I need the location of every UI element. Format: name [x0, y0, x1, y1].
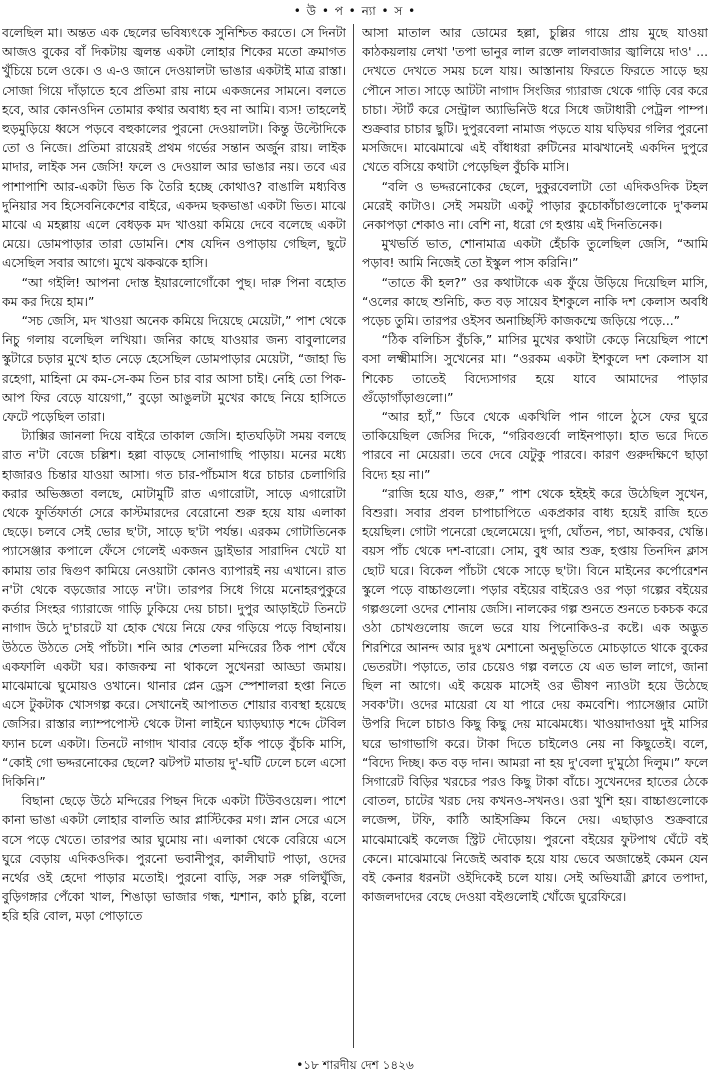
paragraph: “আ গইলি! আপনা দোস্ত ইয়ারলোগোঁকো পুছ। দারু পিনা বহোত কম কর দিয়ে হাম।” — [2, 275, 346, 309]
paragraph: বিছানা ছেড়ে উঠে মন্দিরের পিছন দিকে একটা টিউবওয়েল। পাশে কানা ভাঙা একটা লোহার বালতি আর প্লাস্টিকের মগ। স্নান সেরে এসে বসে পড়ে খেতে। তারপর আর ঘুমোয় না। এলাকা থেকে বেরিয়ে এসে ঘুরে বেড়ায় এদিকওদিক। পুরনো ভবানীপুর, কালীঘাট পাড়া, ওদের নর্থের ওই হেদো পাড়ার মতোই। পুরনো বাড়ি, সরু সরু গলিঘুঁজি, বুড়িগঙ্গার পেঁকো খাল, শিঙাড়া ভাজার গন্ধ, শ্মশান, কাঠ চুল্লি, বলো হরি হরি বোল, মড়া পোড়াতে — [2, 794, 346, 924]
paragraph: “আর হ্যাঁ,” ডিবে থেকে একখিলি পান গালে ঠুসে ফের ঘুরে তাকিয়েছিল জেসির দিকে, “গরিবগুর্বো লাইনপাড়া। হাত ভরে দিতে পারবে না মেয়েরা। তবে দেবে যেটুকু পারবে। কারণ গুরুদক্ষিণে ছাড়া বিদ্যে হয় না।” — [362, 410, 708, 482]
paragraph: আসা মাতাল আর ডোমের হল্লা, চুল্লির গায়ে প্রায় মুছে যাওয়া কাঠকয়লায় লেখা 'তপা ভানুর লাল রক্তে লালবাজার জ্বালিয়ে দাও' ... দেখতে দেখতে সময় চলে যায়। আস্তানায় ফিরতে ফিরতে সাড়ে ছয় পৌনে সাত। সাড়ে আটটা নাগাদ সিংজির গ্যারাজ থেকে গাড়ি বের করে চাচা। স্টার্ট করে সেন্ট্রাল অ্যাভিনিউ ধরে সিধে জটাধারী পেট্রল পাম্প। শুক্রবার চাচার ছুটি। দুপুরবেলা নামাজ পড়তে যায় ঘড়িঘর গলির পুরনো মসজিদে। মাঝেমাঝে এই বাঁধাধরা রুটিনের মাঝখানেই একদিন দুপুরে খেতে বসিয়ে কথাটা পেড়েছিল বুঁচকি মাসি। — [362, 26, 708, 175]
page-footer: •১৮ শারদীয় দেশ ১৪২৬ — [296, 1058, 414, 1072]
paragraph: “রাজি হয়ে যাও, গুরু,” পাশ থেকে হইহই করে উঠেছিল সুখেন, বিশুরা। সবার প্রবল চাপাচাপিতে একপ্রকার বাধ্য হয়েই রাজি হতে হয়েছিল। গোটা পনেরো ছেলেমেয়ে। দুর্গা, ঘোঁতন, পচা, আকবর, খেন্তি। বয়স পাঁচ থেকে দশ-বারো। সোম, বুধ আর শুক্র, হপ্তায় তিনদিন ক্লাস ছোট ঘরে। বিকেল পাঁচটা থেকে সাড়ে ছ'টা। বিনে মাইনের কর্পোরেশন স্কুলে পড়ে বাচ্চাগুলো। পড়ার বইয়ের বাইরেও ওর পড়া গল্পের বইয়ের গল্পগুলো ওদের শোনায় জেসি। নালকের গল্প শুনতে শুনতে চকচক করে ওঠা চোখগুলোয় জলে ভরে যায় পিনোকিও-র কষ্টে। এক অদ্ভুত শিরশিরে আনন্দ আর দুঃখ মেশানো অনুভূতিতে মোচড়াতে থাকে বুকের ভেতরটা। পড়াতে, তার চেয়েও গল্প বলতে যে এত ভাল লাগে, জানা ছিল না আগে। এই কয়েক মাসেই ওর ভীষণ ন্যাওটা হয়ে উঠেছে সবক'টা। ওদের মায়েরা যে যা পারে দেয় কমবেশি। প্যাসেঞ্জার মোটা উপরি দিলে চাচাও কিছু কিছু দেয় মাঝেমধ্যে। খাওয়াদাওয়া দুই মাসির ঘরে ভাগাভাগি করে। টাকা দিতে চাইলেও নেয় না কিছুতেই। বলে, “বিদ্যে দিচ্ছ। কত বড় দান। আমরা না হয় দু'বেলা দু'মুঠো দিলুম।” ফলে সিগারেট বিড়ির খরচের পরও কিছু টাকা বাঁচে। সুখেনদের হাতের ঠেকে বোতল, চাটের খরচ দেয় কখনও-সখনও। ওরা খুশি হয়। বাচ্চাগুলোকে লজেন্স, টফি, কাঠি আইসক্রিম কিনে দেয়। এছাড়াও শুক্রবারে মাঝেমাঝেই কলেজ স্ট্রিট দৌড়োয়। পুরনো বইয়ের ফুটপাথ ঘেঁটে বই কেনে। মাঝেমাঝে নিজেই অবাক হয়ে যায় ভেবে অজান্তেই কেমন যেন বই কেনার ধরনটা ওইদিকেই চলে যায়। সেই অভিযাত্রী ক্লাবে তপাদা, কাজলদাদের বেছে দেওয়া বইগুলোই খোঁজে ঘুরেফিরে। — [362, 486, 708, 905]
column-divider — [353, 24, 354, 1048]
section-header: • উ • প • ন্যা • স • — [293, 4, 417, 18]
paragraph: বলেছিল মা। অন্তত এক ছেলের ভবিষ্যৎকে সুনিশ্চিত করতে। সে দিনটা আজও বুকের বাঁ দিকটায় জ্বলন্ত একটা লোহার শিকের মতো ক্রমাগত খুঁচিয়ে চলে ওকে। ও এ-ও জানে দেওয়ালটা ভাঙার একটাই মাত্র রাস্তা। সোজা গিয়ে দাঁড়াতে হবে প্রতিমা রায় নামে একজনের সামনে। বলতে হবে, আর কোনওদিন তোমার কথার অবাধ্য হব না আমি। ব্যস! তাহলেই হুড়মুড়িয়ে ধ্বসে পড়বে বহুকালের পুরনো দেওয়ালটা। কিন্তু উল্টোদিকে তো ও নিজে। প্রতিমা রায়েরই প্রথম গর্ভের সন্তান অর্জুন রায়। লাইক মাদার, লাইক সন জেসি! ফলে ও দেওয়াল আর ভাঙার নয়। তবে এর পাশাপাশি আর-একটা ভিত কি তৈরি হচ্ছে কোথাও? বাঙালি মধ্যবিত্ত দুনিয়ার সব হিসেবনিকেশের বাইরে, একদম ছকভাঙা একটা ভিত। মাঝে মাঝে এ মহল্লায় এলে বেধড়ক মদ খাওয়া কমিয়ে দেবে বলেছে একটা মেয়ে। ডোমপাড়ার তারা ডোমনি। শেষ যেদিন ওপাড়ায় গেছিল, ছুটে এসেছিল সবার আগে। মুখে ঝকঝকে হাসি। — [2, 26, 346, 271]
paragraph: “ঠিক বলিচিস বুঁচকি,” মাসির মুখের কথাটা কেড়ে নিয়েছিল পাশে বসা লক্ষ্মীমাসি। সুখেনের মা। “ওরকম একটা ইশকুলে দশ কেলাস যা শিকেচ তাতেই বিদ্যেসাগর হয়ে যাবে আমাদের পাড়ার গুঁড়োগাঁড়াগুলো।” — [362, 333, 708, 405]
right-column — [362, 24, 708, 1048]
paragraph: “বলি ও ভদ্দরনোকের ছেলে, দুকুরবেলাটা তো এদিকওদিক টহল মেরেই কাটাও। সেই সময়টা একটু পাড়ার কুচোকাঁচাগুলোকে দু'কলম নেকাপড়া শেকাও না। বেশি না, ধরো গে হপ্তায় এই দিনতিনেক। — [362, 179, 708, 233]
paragraph: ট্যাক্সির জানলা দিয়ে বাইরে তাকাল জেসি। হাতঘড়িটা সময় বলছে রাত ন'টা বেজে চল্লিশ। হল্লা বাড়ছে সোনাগাছি পাড়ায়। মনের মধ্যে হাজারও চিন্তার যাওয়া আসা। গত চার-পাঁচমাস ধরে চাচার চেলাগিরি করার অভিজ্ঞতা বলছে, মোটামুটি রাত এগারোটা, সাড়ে এগারোটা থেকে ফুর্তিফার্তা সেরে কাস্টমারদের বেরোনো শুরু হয়ে যায় এলাকা ছেড়ে। চলবে সেই ভোর ছ'টা, সাড়ে ছ'টা পর্যন্ত। এরকম গোটাতিনেক প্যাসেঞ্জার কপালে ফেঁসে গেলেই একজন ড্রাইভার সারাদিন খেটে যা কামায় তার দ্বিগুণ কামিয়ে নেওয়াটা কোনও ব্যাপারই নয় এখানে। রাত ন'টা থেকে বড়জোর সাড়ে ন'টা। তারপর সিধে গিয়ে মনোহরপুকুরে কর্তার সিংহর গ্যারাজে গাড়ি ঢুকিয়ে দেয় চাচা। দুপুর আড়াইটে তিনটে নাগাদ উঠে দু'চারটে যা হোক খেয়ে নিয়ে ফের গড়িয়ে পড়ে বিছানায়। উঠতে উঠতে সেই পাঁচটা। শনি আর শেতলা মন্দিরের ঠিক পাশ ঘেঁষে একফালি একটা ঘর। কাজকম্ম না থাকলে সুখেনরা আড্ডা জমায়। মাঝেমাঝে ঘুমোয়ও ওখানে। থানার প্লেন ড্রেস স্পেশালরা হপ্তা নিতে এসে টুকটাক খোসগল্প করে। সেখানেই আপাতত শোয়ার ব্যবস্থা হয়েছে জেসির। রাস্তার ল্যাম্পপোস্ট থেকে টানা লাইনে ঘ্যাড়ঘ্যাড় শব্দে টেবিল ফ্যান চলে একটা। তিনটে নাগাদ খাবার বেড়ে হাঁক পাড়ে বুঁচকি মাসি, “কোই গো ভদ্দরনোকের ছেলে? ঝটপট মাতায় দু'-ঘটি ঢেলে চলে এসো দিকিনি।” — [2, 429, 346, 789]
paragraph: “সচ জেসি, মদ খাওয়া অনেক কমিয়ে দিয়েছে মেয়েটা,” পাশ থেকে নিচু গলায় বলেছিল লখিয়া। জনির কাছে যাওয়ার জন্য বাবুলালের স্কুটারে চড়ার মুখে হাত নেড়ে হেসেছিল ডোমপাড়ার মেয়েটা, “জাহা ভি রহেগা, মাহিনা মে কম-সে-কম তিন চার বার আসা চাই। নেহি তো পিক-আপ ফির বেড়ে যায়েগা,” বুড়ো আঙুলটা মুখের কাছে নিয়ে হাসিতে ফেটে পড়েছিল তারা। — [2, 314, 346, 425]
paragraph: মুখভর্তি ভাত, শোনামাত্র একটা হেঁচকি তুলেছিল জেসি, “আমি পড়াব! আমি নিজেই তো ইস্কুল পাস করিনি।” — [362, 237, 708, 271]
paragraph: “তাতে কী হল?” ওর কথাটাকে এক ফুঁয়ে উড়িয়ে দিয়েছিল মাসি, “ওলের কাছে শুনিচি, কত বড় সায়েব ইশকুলে নাকি দশ কেলাস অবধি পড়েচ তুমি। তারপর ওইসব অনাচ্ছিস্টি কাজকম্মে জড়িয়ে পড়ে...” — [362, 275, 708, 329]
left-column — [2, 24, 346, 1048]
text-columns — [0, 24, 710, 1048]
